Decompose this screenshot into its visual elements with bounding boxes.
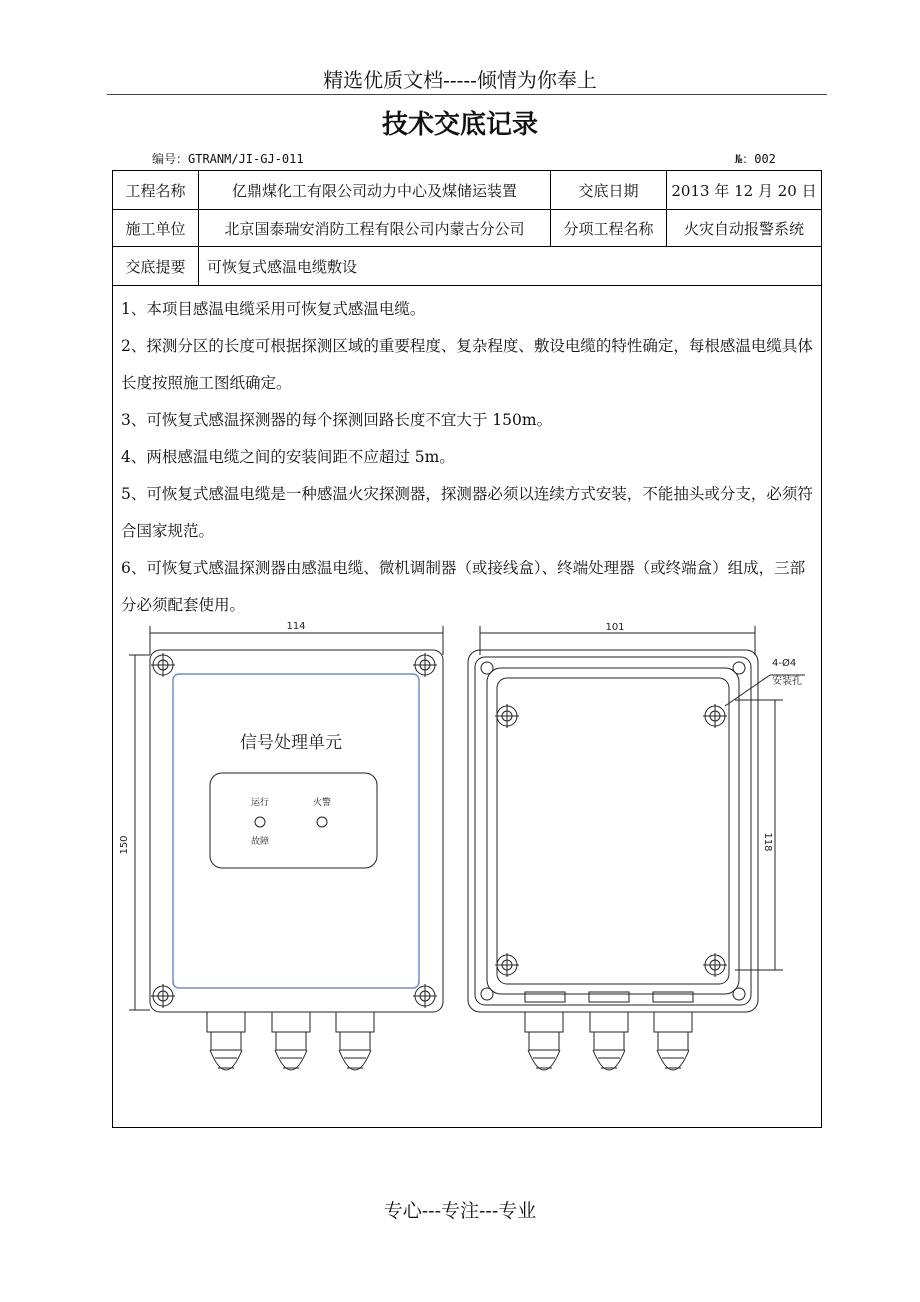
disclosure-item: 5、可恢复式感温电缆是一种感温火灾探测器，探测器必须以连续方式安装，不能抽头或分支，必须符合国家规范。 [121, 485, 813, 540]
document-code: 编号：GTRANM/JI-GJ-011 [152, 152, 304, 166]
form-row-contractor [113, 210, 821, 247]
contractor-value: 北京国泰瑞安消防工程有限公司内蒙古分公司 [198, 210, 550, 246]
screw-icon [413, 653, 437, 677]
disclosure-items [121, 291, 813, 624]
hole-name-label: 安装孔 [772, 676, 802, 687]
disclosure-item: 3、可恢复式感温探测器的每个探测回路长度不宜大于 150m。 [121, 411, 553, 429]
document-title: 技术交底记录 [381, 110, 538, 140]
cable-gland-icon [525, 1012, 563, 1070]
sub-project-label: 分项工程名称 [550, 210, 666, 246]
disclosure-item: 4、两根感温电缆之间的安装间距不应超过 5m。 [121, 448, 455, 466]
front-view [129, 626, 443, 1070]
mounting-hole-icon [703, 953, 727, 977]
fault-led-label: 故障 [250, 837, 270, 847]
disclosure-item: 6、可恢复式感温探测器由感温电缆、微机调制器（或接线盒）、终端处理器（或终端盒）组成，三部分必须配套使用。 [121, 559, 806, 614]
cable-gland-icon [590, 1012, 628, 1070]
run-led-icon [255, 817, 265, 827]
mounting-hole-icon [495, 704, 519, 728]
project-name-label: 工程名称 [125, 181, 186, 200]
sub-project-value: 火灾自动报警系统 [666, 210, 821, 246]
signal-unit-label: 信号处理单元 [240, 733, 342, 753]
run-led-label: 运行 [250, 798, 270, 808]
form-row-summary [113, 247, 821, 286]
hole-spec-label: 4-Ø4 [772, 658, 797, 669]
disclosure-date-label: 交底日期 [550, 171, 666, 209]
front-height-dimension: 150 [119, 835, 130, 855]
mounting-hole-icon [703, 704, 727, 728]
page-footer: 专心---专注---专业 [383, 1200, 537, 1222]
disclosure-item: 2、探测分区的长度可根据探测区域的重要程度、复杂程度、敷设电缆的特性确定，每根感温电缆具体长度按照施工图纸确定。 [121, 337, 813, 392]
summary-label: 交底提要 [125, 257, 186, 276]
screw-icon [151, 984, 175, 1008]
fire-led-icon [317, 817, 327, 827]
cable-gland-icon [272, 1012, 310, 1070]
cable-gland-icon [207, 1012, 245, 1070]
front-width-dimension: 114 [286, 621, 306, 632]
document-number: №：002 [735, 152, 776, 166]
mounting-hole-icon [495, 953, 519, 977]
summary-value: 可恢复式感温电缆敷设 [198, 247, 821, 285]
cable-gland-icon [654, 1012, 692, 1070]
project-name-value: 亿鼎煤化工有限公司动力中心及煤储运装置 [198, 171, 550, 209]
back-view [468, 626, 805, 1070]
back-height-dimension: 118 [762, 832, 773, 852]
contractor-label: 施工单位 [125, 219, 186, 238]
back-width-dimension: 101 [605, 622, 625, 633]
disclosure-date-value: 2013 年 12 月 20 日 [666, 171, 821, 209]
enclosure-drawing [115, 610, 820, 1100]
fire-led-label: 火警 [312, 798, 332, 808]
header-divider [107, 94, 827, 95]
cable-gland-icon [336, 1012, 374, 1070]
page-header: 精选优质文档-----倾情为你奉上 [323, 68, 597, 92]
form-row-project [113, 171, 821, 210]
screw-icon [151, 653, 175, 677]
disclosure-item: 1、本项目感温电缆采用可恢复式感温电缆。 [121, 300, 426, 318]
